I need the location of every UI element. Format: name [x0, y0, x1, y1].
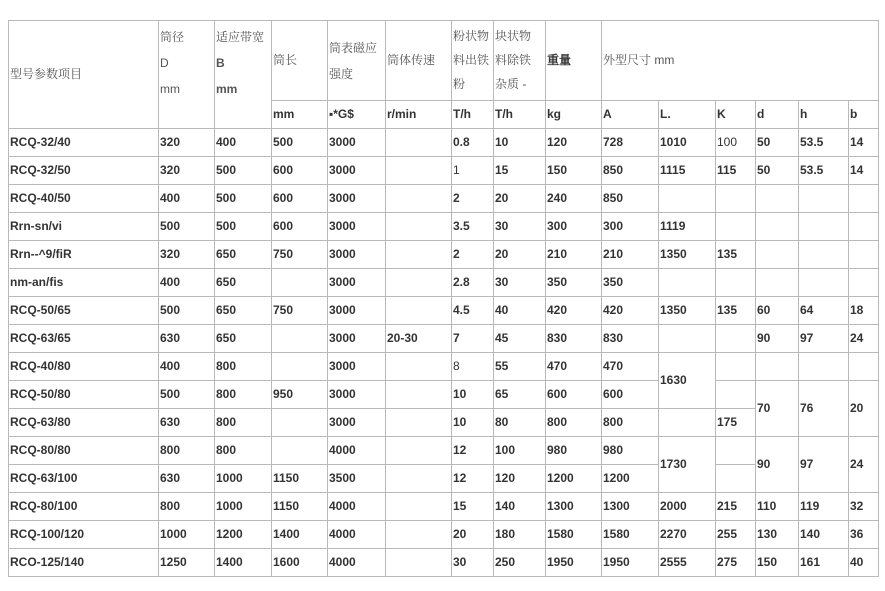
cell-d [756, 185, 799, 213]
cell-K [716, 269, 756, 297]
header-diameter-line3: mm [160, 82, 180, 96]
cell-kg: 210 [546, 241, 602, 269]
cell-B: 1000 [215, 465, 272, 493]
cell-speed [386, 381, 452, 409]
header-dimensions-label: 外型尺寸 mm [603, 53, 675, 67]
cell-model: RCO-125/140 [9, 549, 159, 577]
cell-L [659, 269, 716, 297]
cell-block: 120 [494, 465, 546, 493]
unit-magnetic: ▪*G$ [328, 101, 386, 129]
cell-len: 500 [272, 129, 328, 157]
cell-h: 140 [799, 521, 849, 549]
cell-d [756, 241, 799, 269]
cell-speed [386, 409, 452, 437]
cell-block: 30 [494, 269, 546, 297]
table-row [9, 549, 879, 577]
cell-A: 850 [602, 157, 659, 185]
header-belt-line2: B [216, 56, 225, 70]
cell-model: Rrn--^9/fiR [9, 241, 159, 269]
cell-len [272, 269, 328, 297]
cell-L: 1010 [659, 129, 716, 157]
cell-block: 250 [494, 549, 546, 577]
cell-kg: 980 [546, 437, 602, 465]
cell-D: 500 [159, 213, 215, 241]
cell-mag: 3000 [328, 409, 386, 437]
table-row [9, 213, 879, 241]
cell-h [799, 269, 849, 297]
cell-powder: 4.5 [452, 297, 494, 325]
table-row [9, 157, 879, 185]
cell-h: 97 [799, 325, 849, 353]
unit-length: mm [272, 101, 328, 129]
table-row [9, 129, 879, 157]
cell-d: 70 [756, 381, 799, 437]
cell-B: 500 [215, 157, 272, 185]
cell-speed [386, 465, 452, 493]
table-row [9, 185, 879, 213]
cell-model: RCQ-63/100 [9, 465, 159, 493]
header-block-line2: 料除铁 [495, 53, 532, 67]
cell-model: RCQ-40/80 [9, 353, 159, 381]
cell-D: 1250 [159, 549, 215, 577]
cell-D: 400 [159, 353, 215, 381]
cell-A: 420 [602, 297, 659, 325]
cell-h: 119 [799, 493, 849, 521]
cell-K: 215 [716, 493, 756, 521]
cell-A: 350 [602, 269, 659, 297]
cell-speed [386, 213, 452, 241]
header-powder [452, 21, 494, 101]
header-model: 型号参数项目 [9, 21, 159, 129]
cell-powder: 0.8 [452, 129, 494, 157]
cell-b [849, 185, 879, 213]
header-magnetic [328, 21, 386, 101]
cell-B: 650 [215, 269, 272, 297]
cell-len: 600 [272, 157, 328, 185]
cell-model: RCQ-40/50 [9, 185, 159, 213]
cell-model: RCQ-50/65 [9, 297, 159, 325]
cell-speed [386, 437, 452, 465]
cell-speed [386, 129, 452, 157]
cell-len [272, 409, 328, 437]
cell-D: 630 [159, 325, 215, 353]
cell-mag: 3000 [328, 129, 386, 157]
cell-block: 65 [494, 381, 546, 409]
header-speed: 筒体传速 [386, 21, 452, 101]
header-magnetic-line1: 筒表磁应 [329, 40, 378, 55]
cell-model: RCQ-63/65 [9, 325, 159, 353]
cell-powder: 30 [452, 549, 494, 577]
cell-d: 150 [756, 549, 799, 577]
cell-mag: 3000 [328, 185, 386, 213]
cell-D: 500 [159, 381, 215, 409]
cell-B: 650 [215, 297, 272, 325]
table-row [9, 269, 879, 297]
header-powder-line3: 粉 [453, 77, 466, 91]
cell-block: 40 [494, 297, 546, 325]
cell-A: 830 [602, 325, 659, 353]
cell-speed [386, 493, 452, 521]
spec-table [8, 20, 879, 577]
cell-d: 60 [756, 297, 799, 325]
cell-A: 1300 [602, 493, 659, 521]
cell-D: 320 [159, 129, 215, 157]
cell-L: 1350 [659, 297, 716, 325]
cell-K: 275 [716, 549, 756, 577]
cell-kg: 1950 [546, 549, 602, 577]
cell-B: 1000 [215, 493, 272, 521]
table-row [9, 493, 879, 521]
cell-L: 1630 [659, 353, 716, 409]
unit-d: d [756, 101, 799, 129]
cell-powder: 2 [452, 185, 494, 213]
cell-mag: 3000 [328, 353, 386, 381]
header-belt-line3: mm [216, 82, 238, 96]
cell-A: 1950 [602, 549, 659, 577]
cell-model: RCQ-80/100 [9, 493, 159, 521]
cell-L: 1350 [659, 241, 716, 269]
cell-len: 600 [272, 213, 328, 241]
cell-block: 45 [494, 325, 546, 353]
cell-kg: 1200 [546, 465, 602, 493]
cell-len [272, 353, 328, 381]
cell-kg: 420 [546, 297, 602, 325]
cell-K: 135 [716, 297, 756, 325]
cell-h [799, 213, 849, 241]
cell-B: 800 [215, 409, 272, 437]
cell-d: 90 [756, 325, 799, 353]
cell-b: 36 [849, 521, 879, 549]
cell-mag: 3000 [328, 157, 386, 185]
cell-B: 1400 [215, 549, 272, 577]
cell-A: 470 [602, 353, 659, 381]
cell-K: 255 [716, 521, 756, 549]
cell-d: 130 [756, 521, 799, 549]
unit-block: T/h [494, 101, 546, 129]
cell-powder: 15 [452, 493, 494, 521]
cell-kg: 1580 [546, 521, 602, 549]
cell-d: 50 [756, 157, 799, 185]
cell-mag: 3000 [328, 297, 386, 325]
cell-A: 1200 [602, 465, 659, 493]
cell-b: 18 [849, 297, 879, 325]
cell-powder: 3.5 [452, 213, 494, 241]
cell-h [799, 185, 849, 213]
cell-len: 750 [272, 297, 328, 325]
cell-D: 800 [159, 493, 215, 521]
cell-B: 500 [215, 213, 272, 241]
cell-powder: 20 [452, 521, 494, 549]
cell-block: 20 [494, 185, 546, 213]
cell-b: 20 [849, 381, 879, 437]
cell-block: 140 [494, 493, 546, 521]
cell-b: 32 [849, 493, 879, 521]
header-diameter-line1: 筒径 [160, 30, 185, 44]
table-row [9, 521, 879, 549]
cell-D: 320 [159, 157, 215, 185]
header-block-line1: 块状物 [495, 29, 532, 43]
cell-h [799, 241, 849, 269]
cell-mag: 4000 [328, 521, 386, 549]
cell-block: 180 [494, 521, 546, 549]
table-row [9, 297, 879, 325]
header-diameter [159, 21, 215, 129]
cell-block: 55 [494, 353, 546, 381]
cell-L: 1115 [659, 157, 716, 185]
cell-len [272, 437, 328, 465]
cell-L: 2000 [659, 493, 716, 521]
cell-mag: 4000 [328, 493, 386, 521]
table-row [9, 437, 879, 465]
cell-h [799, 353, 849, 381]
unit-L: L. [659, 101, 716, 129]
cell-K [716, 213, 756, 241]
cell-D: 1000 [159, 521, 215, 549]
cell-speed [386, 297, 452, 325]
cell-powder: 7 [452, 325, 494, 353]
cell-powder: 1 [452, 157, 494, 185]
cell-block: 30 [494, 213, 546, 241]
cell-speed [386, 353, 452, 381]
cell-d [756, 269, 799, 297]
cell-L: 2270 [659, 521, 716, 549]
cell-speed [386, 521, 452, 549]
header-powder-line1: 粉状物 [453, 29, 490, 43]
cell-mag: 4000 [328, 549, 386, 577]
cell-kg: 240 [546, 185, 602, 213]
unit-h: h [799, 101, 849, 129]
cell-h: 161 [799, 549, 849, 577]
cell-mag: 3000 [328, 325, 386, 353]
cell-powder: 8 [452, 353, 494, 381]
cell-b [849, 269, 879, 297]
cell-D: 630 [159, 409, 215, 437]
cell-K [716, 325, 756, 353]
cell-len: 750 [272, 241, 328, 269]
cell-D: 630 [159, 465, 215, 493]
cell-L: 2555 [659, 549, 716, 577]
cell-powder: 12 [452, 465, 494, 493]
unit-A: A [602, 101, 659, 129]
cell-mag: 3000 [328, 269, 386, 297]
cell-mag: 4000 [328, 437, 386, 465]
table-row [9, 353, 879, 381]
cell-powder: 12 [452, 437, 494, 465]
cell-B: 800 [215, 437, 272, 465]
cell-kg: 800 [546, 409, 602, 437]
cell-A: 300 [602, 213, 659, 241]
cell-D: 800 [159, 437, 215, 465]
cell-A: 600 [602, 381, 659, 409]
table-row [9, 409, 879, 437]
cell-kg: 150 [546, 157, 602, 185]
cell-B: 800 [215, 353, 272, 381]
cell-L [659, 409, 716, 437]
cell-D: 320 [159, 241, 215, 269]
cell-speed: 20-30 [386, 325, 452, 353]
cell-B: 1200 [215, 521, 272, 549]
header-belt-line1: 适应带宽 [216, 30, 265, 44]
unit-K: K [716, 101, 756, 129]
cell-K: 100 [716, 129, 756, 157]
cell-d: 90 [756, 437, 799, 493]
cell-kg: 600 [546, 381, 602, 409]
cell-kg: 300 [546, 213, 602, 241]
cell-len: 950 [272, 381, 328, 409]
cell-speed [386, 241, 452, 269]
cell-model: RCQ-80/80 [9, 437, 159, 465]
cell-kg: 470 [546, 353, 602, 381]
cell-b [849, 353, 879, 381]
cell-A: 980 [602, 437, 659, 465]
cell-A: 728 [602, 129, 659, 157]
cell-block: 10 [494, 129, 546, 157]
cell-K: 115 [716, 157, 756, 185]
cell-mag: 3000 [328, 381, 386, 409]
header-dimensions [602, 21, 879, 101]
header-powder-line2: 料出铁 [453, 53, 490, 67]
cell-block: 100 [494, 437, 546, 465]
cell-K [716, 437, 756, 465]
cell-d: 110 [756, 493, 799, 521]
cell-block: 80 [494, 409, 546, 437]
cell-b: 14 [849, 157, 879, 185]
cell-K: 175 [716, 409, 756, 437]
header-weight: 重量 [546, 21, 602, 101]
cell-A: 210 [602, 241, 659, 269]
cell-h: 64 [799, 297, 849, 325]
cell-K [716, 185, 756, 213]
cell-speed [386, 157, 452, 185]
cell-kg: 350 [546, 269, 602, 297]
unit-b: b [849, 101, 879, 129]
cell-B: 800 [215, 381, 272, 409]
cell-b [849, 213, 879, 241]
cell-len: 1150 [272, 465, 328, 493]
cell-powder: 10 [452, 409, 494, 437]
cell-K [716, 353, 756, 381]
cell-powder: 2.8 [452, 269, 494, 297]
cell-L: 1730 [659, 437, 716, 493]
cell-kg: 1300 [546, 493, 602, 521]
cell-b: 14 [849, 129, 879, 157]
header-magnetic-line2: 强度 [329, 66, 354, 81]
cell-b: 24 [849, 437, 879, 493]
cell-K [716, 465, 756, 493]
cell-D: 500 [159, 297, 215, 325]
cell-K [716, 381, 756, 409]
header-belt-width [215, 21, 272, 129]
cell-len: 1400 [272, 521, 328, 549]
cell-B: 650 [215, 241, 272, 269]
cell-h: 53.5 [799, 129, 849, 157]
cell-d: 50 [756, 129, 799, 157]
cell-b: 40 [849, 549, 879, 577]
cell-B: 400 [215, 129, 272, 157]
cell-b: 24 [849, 325, 879, 353]
header-block-line3: 杂质 - [495, 77, 527, 91]
cell-A: 800 [602, 409, 659, 437]
cell-block: 20 [494, 241, 546, 269]
header-block [494, 21, 546, 101]
cell-model: RCQ-32/50 [9, 157, 159, 185]
cell-len: 1600 [272, 549, 328, 577]
unit-speed: r/min [386, 101, 452, 129]
cell-D: 400 [159, 269, 215, 297]
cell-A: 1580 [602, 521, 659, 549]
cell-d [756, 353, 799, 381]
cell-speed [386, 269, 452, 297]
cell-model: Rrn-sn/vi [9, 213, 159, 241]
cell-mag: 3000 [328, 213, 386, 241]
cell-mag: 3500 [328, 465, 386, 493]
cell-b [849, 241, 879, 269]
cell-B: 650 [215, 325, 272, 353]
cell-D: 400 [159, 185, 215, 213]
cell-model: RCQ-50/80 [9, 381, 159, 409]
cell-powder: 2 [452, 241, 494, 269]
cell-len [272, 325, 328, 353]
cell-d [756, 213, 799, 241]
cell-model: RCQ-63/80 [9, 409, 159, 437]
table-row [9, 465, 879, 493]
cell-speed [386, 185, 452, 213]
cell-powder: 10 [452, 381, 494, 409]
cell-kg: 120 [546, 129, 602, 157]
cell-mag: 3000 [328, 241, 386, 269]
table-row [9, 241, 879, 269]
cell-model: RCQ-100/120 [9, 521, 159, 549]
cell-h: 76 [799, 381, 849, 437]
cell-speed [386, 549, 452, 577]
header-diameter-line2: D [160, 56, 169, 70]
header-row-1 [9, 21, 879, 101]
table-row [9, 325, 879, 353]
cell-L: 1119 [659, 213, 716, 241]
unit-powder: T/h [452, 101, 494, 129]
unit-weight: kg [546, 101, 602, 129]
cell-B: 500 [215, 185, 272, 213]
cell-A: 850 [602, 185, 659, 213]
cell-L [659, 325, 716, 353]
cell-kg: 830 [546, 325, 602, 353]
cell-len: 600 [272, 185, 328, 213]
table-row [9, 381, 879, 409]
cell-h: 97 [799, 437, 849, 493]
cell-K: 135 [716, 241, 756, 269]
header-length: 筒长 [272, 21, 328, 101]
cell-model: nm-an/fis [9, 269, 159, 297]
cell-block: 15 [494, 157, 546, 185]
cell-model: RCQ-32/40 [9, 129, 159, 157]
cell-h: 53.5 [799, 157, 849, 185]
cell-len: 1150 [272, 493, 328, 521]
cell-L [659, 185, 716, 213]
